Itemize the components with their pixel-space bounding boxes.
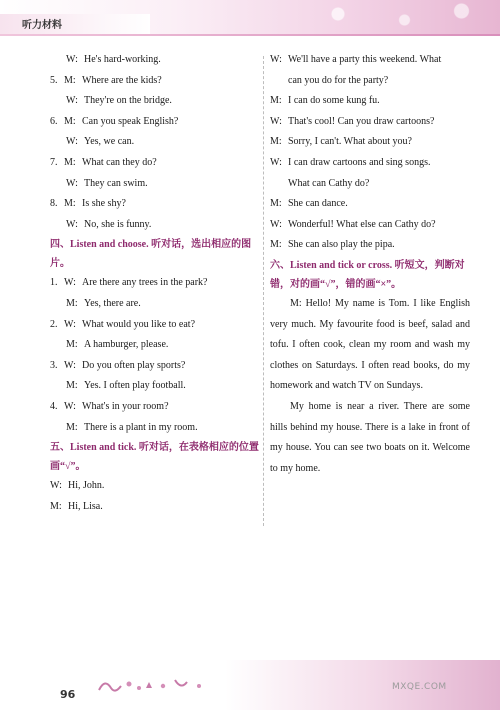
item-number: 3. [50,359,58,371]
speaker-label: W: [66,54,78,65]
dialogue-text: Is she shy? [82,198,126,210]
dialogue-text: They're on the bridge. [84,95,172,107]
dialogue-line [270,194,470,215]
dialogue-line [270,235,470,256]
item-number: 5. [50,74,58,86]
speaker-label: M: [66,421,78,433]
dialogue-line [270,132,470,153]
right-column [270,50,470,479]
dialogue-text: can you do for the party? [288,74,389,86]
dialogue-line [50,418,260,439]
speaker-label: W: [66,95,78,107]
speaker-label: W: [66,177,78,189]
speaker-label: W: [50,480,62,492]
dialogue-line [270,174,470,195]
speaker-label: W: [64,359,76,371]
dialogue-line [50,153,260,174]
dialogue-text: Hi, John. [68,480,105,492]
speaker-label: W: [64,318,76,330]
section-heading: 五、Listen and tick. 听对话，在表格相应的位置画“√”。 [50,442,259,473]
speaker-label: M: [64,74,76,86]
dialogue-text: What can Cathy do? [288,177,370,189]
dialogue-text: Wonderful! What else can Cathy do? [288,218,436,230]
section-heading: 六、Listen and tick or cross. 听短文，判断对错，对的画“√”，错的画“×”。 [270,259,465,290]
dialogue-line [50,174,260,195]
dialogue-text: Hi, Lisa. [68,500,103,512]
footer-decoration-icon [95,672,215,698]
speaker-label: W: [66,218,78,230]
dialogue-line [50,294,260,315]
dialogue-line [270,71,470,92]
dialogue-line [50,273,260,294]
dialogue-line [50,356,260,377]
speaker-label: M: [270,239,282,251]
dialogue-line [50,497,260,518]
dialogue-text: What's in your room? [82,400,169,412]
dialogue-text: What can they do? [82,156,157,168]
speaker-label: M: [66,380,78,392]
speaker-label: W: [66,136,78,148]
page-number: 96 [60,688,76,701]
speaker-label: W: [270,115,282,127]
dialogue-text: Yes. I often play football. [84,380,186,392]
dialogue-line [50,91,260,112]
speaker-label: W: [270,218,282,230]
dialogue-line [270,91,470,112]
item-number: 8. [50,198,58,210]
item-number: 4. [50,400,58,412]
dialogue-text: She can dance. [288,198,348,210]
speaker-label: W: [64,400,76,412]
column-divider [263,56,264,526]
dialogue-text: No, she is funny. [84,218,152,230]
dialogue-text: Sorry, I can't. What about you? [288,136,412,148]
header-decoration [300,2,490,32]
speaker-label: M: [64,156,76,168]
dialogue-line [270,153,470,174]
dialogue-text: Are there any trees in the park? [82,277,208,289]
dialogue-text: A hamburger, please. [84,339,169,351]
item-number: 7. [50,156,58,168]
dialogue-text: He's hard-working. [84,54,161,65]
speaker-label: M: [66,297,78,309]
dialogue-line [50,71,260,92]
speaker-label: M: [270,136,282,148]
dialogue-text: Yes, there are. [84,297,141,309]
section-heading: 四、Listen and choose. 听对话，选出相应的图片。 [50,239,252,270]
passage-paragraph: M: Hello! My name is Tom. I like English very much. My favourite food is beef, salad and tofu. I often cook, clean my room and wash my clothes on Saturdays. I often read books, do my homework and watch TV on Sundays. [270,297,470,392]
speaker-label: W: [64,277,76,289]
dialogue-text: I can do some kung fu. [288,95,380,107]
header-title: 听力材料 [22,20,62,31]
speaker-label: M: [64,115,76,127]
dialogue-text: Where are the kids? [82,74,162,86]
dialogue-line [270,215,470,236]
passage-paragraph: My home is near a river. There are some hills behind my house. There is a lake in front of my house. You can see two boats on it. Welcome to my home. [270,400,470,474]
watermark: MXQE.COM [392,682,447,692]
dialogue-text: She can also play the pipa. [288,239,395,251]
dialogue-line [50,50,260,71]
dialogue-text: What would you like to eat? [82,318,196,330]
dialogue-line [50,132,260,153]
dialogue-line [50,112,260,133]
dialogue-line [50,215,260,236]
speaker-label: W: [270,54,282,65]
item-number: 6. [50,115,58,127]
dialogue-text: That's cool! Can you draw cartoons? [288,115,435,127]
dialogue-text: There is a plant in my room. [84,421,198,433]
dialogue-text: We'll have a party this weekend. What [288,54,442,65]
dialogue-text: Can you speak English? [82,115,179,127]
dialogue-line [50,476,260,497]
item-number: 2. [50,318,58,330]
speaker-label: M: [50,500,62,512]
dialogue-line [50,194,260,215]
speaker-label: W: [270,156,282,168]
dialogue-line [50,315,260,336]
speaker-label: M: [270,95,282,107]
page-header [0,0,500,34]
dialogue-text: They can swim. [84,177,148,189]
speaker-label: M: [270,198,282,210]
dialogue-text: Do you often play sports? [82,359,186,371]
dialogue-line [50,376,260,397]
dialogue-line [50,397,260,418]
speaker-label: M: [64,198,76,210]
item-number: 1. [50,277,58,289]
dialogue-line [50,335,260,356]
left-column [50,50,260,517]
header-rule [0,34,500,36]
dialogue-line [270,112,470,133]
dialogue-text: Yes, we can. [84,136,135,148]
speaker-label: M: [66,339,78,351]
dialogue-line [270,50,470,71]
dialogue-text: I can draw cartoons and sing songs. [288,156,431,168]
